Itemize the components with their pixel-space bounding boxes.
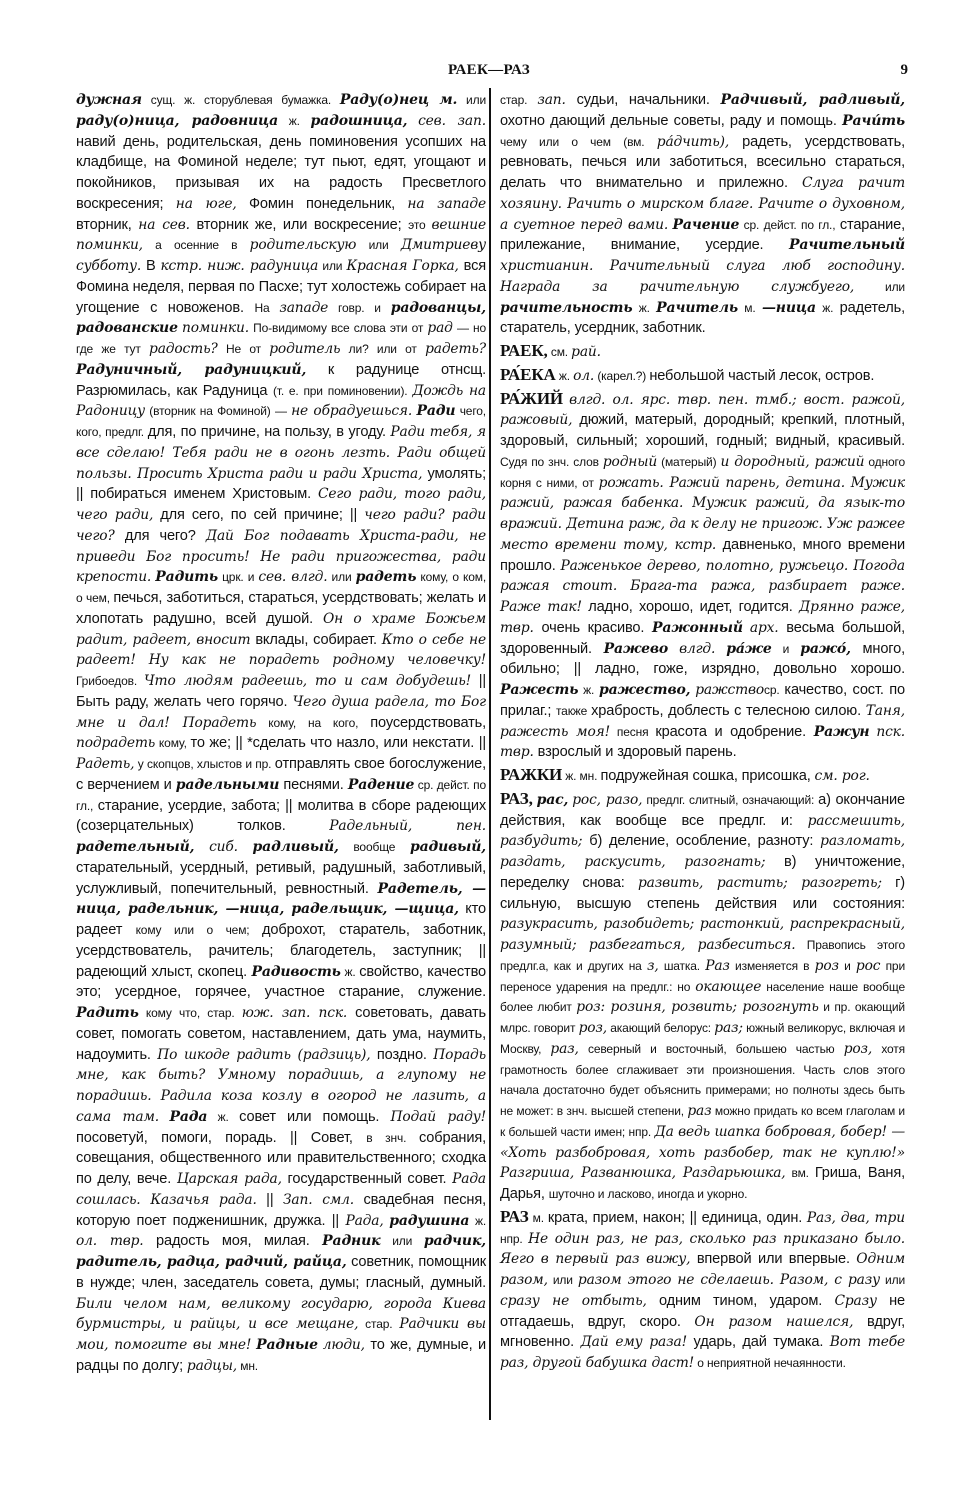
dictionary-entry	[76, 90, 486, 1377]
small-text: кому что, стар.	[138, 1006, 242, 1020]
small-text: стар.	[500, 93, 538, 107]
italic-text: Дай ему раза!	[580, 1334, 687, 1351]
body-text: для чего?	[114, 527, 206, 544]
small-text: Судя по знч. слов	[500, 454, 603, 469]
small-text	[407, 114, 418, 128]
italic-text: на западе	[407, 195, 486, 212]
headword-bold: ра́же	[726, 640, 772, 657]
body-text: ударь, дай тумака.	[686, 1334, 830, 1351]
small-text: вообще	[338, 840, 410, 854]
body-text: песнями.	[279, 776, 348, 793]
italic-text: рай.	[571, 344, 601, 360]
italic-text: разукрасить, разобидеть; растонкий, распрекрасный, разумный; разбегаться, разбеситься.	[500, 916, 905, 953]
body-text: вклады, собирает.	[250, 631, 382, 648]
small-text: м.	[737, 300, 762, 315]
small-text: акающий белорус:	[607, 1021, 715, 1035]
italic-text: сев. зап.	[418, 112, 486, 129]
small-text: Правопись этого предлг.а, как и других на	[500, 938, 905, 973]
body-text: то же, думные, и радцы по долгу;	[76, 1337, 487, 1374]
body-text: печься, заботиться, стараться, усердствовать; желать и хлопотать радушно, всей душой.	[76, 590, 486, 627]
italic-text: окающее	[695, 978, 762, 995]
entry-headword: РАЕК,	[500, 341, 548, 360]
body-text: радетель, старатель, усердник, заботник.	[500, 299, 905, 337]
italic-text: вешние поминки,	[76, 216, 486, 254]
small-text: о неприятной нечаянности.	[694, 1356, 846, 1370]
italic-text: Сего ради, того ради, чего ради,	[76, 486, 486, 523]
headword-bold: Ради	[416, 403, 456, 420]
italic-text: Дай Бог подавать Христа-ради, не приведи Бог просить! Не ради пригожества, ради крепости.	[76, 527, 486, 586]
italic-text: Да ведь шапка бобровая, бобер! — «Хоть разбобровая, хоть разбобер, так не куплю!» Разгриша, Разванюшка, Раздарьюшка,	[500, 1123, 905, 1182]
body-text: поусердствовать,	[370, 714, 486, 731]
body-text: старание, усердие, забота; || молитва в сборе радеющих (созерцательных) толков.	[76, 797, 487, 835]
small-text: ср.	[764, 683, 785, 697]
italic-text: Зап. смл.	[282, 1191, 355, 1208]
italic-text: Он разом нашелся,	[694, 1313, 854, 1330]
italic-text: ра́дчить),	[656, 133, 730, 150]
italic-text: Таня, ражесть моя!	[500, 702, 905, 740]
italic-text: арх.	[749, 619, 779, 636]
page-number: 9	[900, 62, 908, 78]
italic-text: люди,	[322, 1337, 365, 1353]
italic-text: Красная Горка,	[346, 258, 459, 274]
headword-bold: радливый,	[252, 839, 339, 855]
italic-text: Раз, два, три	[806, 1209, 905, 1226]
body-text: отправлять свое богослужение, с верчением и	[76, 756, 487, 793]
body-text: радеть, усердствовать, ревновать, печься или заботиться, всесильно стараться, делать что внимательно и прилежно.	[500, 133, 906, 191]
small-text: или	[854, 279, 905, 294]
small-text: ж.	[207, 1109, 240, 1124]
italic-text: Били челом нам, великому государю, города Киева бурмистры, и райцы, и все мещане,	[76, 1295, 486, 1333]
dictionary-entry	[500, 90, 905, 339]
small-text: и	[838, 958, 856, 973]
body-text: вдруг, мгновенно.	[500, 1313, 905, 1351]
headword-bold: радошница,	[310, 112, 408, 129]
body-text: советовать, давать совет, помогать советом, наставлением, дать ума, наумить, надоумить.	[76, 1005, 486, 1063]
body-text: советник, помощник в нужде; член, заседатель совета, думы; гласный, думный.	[76, 1254, 487, 1291]
body-text: свадебная песня, которую поет подженишник, дружка. ||	[76, 1191, 486, 1229]
italic-text: сев. влгд.	[258, 569, 328, 586]
small-text	[194, 840, 209, 854]
small-text: (карел.?)	[594, 368, 650, 383]
body-text: крата, прием, након; || единица, один.	[547, 1209, 807, 1226]
small-text: или	[356, 238, 401, 253]
body-text: много, обильно; || ладно, гоже, изрядно, довольно хорошо.	[500, 640, 906, 678]
running-head: РАЕК—РАЗ	[448, 62, 530, 78]
small-text: (вторник на Фоминой) —	[144, 404, 292, 419]
italic-text: рос, разо,	[572, 791, 643, 808]
italic-text: родитель	[269, 341, 341, 357]
body-text: то же; || *сделать что назло, или некстати. ||	[190, 735, 486, 752]
italic-text: и дородный, ражий	[720, 453, 865, 470]
small-text: и	[771, 641, 801, 656]
body-text: судьи, начальники.	[565, 92, 721, 108]
headword-bold: Ражесть	[500, 682, 579, 698]
headword-bold: ражо́,	[800, 640, 851, 657]
italic-text: разом этого не сделаешь. Разом, с разу	[577, 1272, 880, 1288]
entry-headword: РА́ЕКА	[500, 364, 556, 384]
italic-text: ол. твр.	[76, 1233, 144, 1250]
small-text: или	[457, 93, 486, 107]
body-text: старательный, усердный, ретивый, радушный, заботливый, услужливый, попечительный, ревностный.	[76, 859, 486, 897]
italic-text: подрадеть	[76, 735, 156, 752]
headword-bold: радивый,	[409, 839, 487, 855]
italic-text: радость?	[149, 341, 218, 357]
body-text: вторник же, или воскресение;	[189, 216, 409, 233]
headword-bold: радеть	[355, 569, 417, 586]
body-text: в) уничтожение, переделку снова:	[500, 854, 906, 891]
italic-text: родный	[602, 453, 658, 470]
body-text: собрания, совещания, общественного или правительственного; сходка по делу, вече.	[76, 1129, 486, 1187]
italic-text: Дмитриеву субботу.	[76, 237, 487, 274]
italic-text: роз,	[843, 1040, 873, 1057]
headword-bold: Рачение	[672, 216, 740, 233]
body-text: свойство, качество это; усердное, горячее, участное старание, служение.	[76, 963, 486, 1001]
italic-text: рос	[855, 957, 881, 974]
italic-text: Чего душа радела, то Бог мне и дал! Порадеть	[76, 693, 486, 731]
body-text: г) сильную, высшую степень действия или состояния:	[500, 874, 905, 912]
italic-text: развить, растить; разогреть;	[637, 874, 882, 891]
column-divider	[489, 88, 491, 1420]
small-text: ж.	[469, 1213, 487, 1228]
body-text: а) окончание действия, как вообще все предлг. и:	[500, 791, 906, 829]
small-text: кому или о чем;	[135, 923, 263, 937]
body-text: ладно, хорошо, идет, годится.	[581, 599, 800, 615]
small-text: а осенние в	[142, 238, 250, 253]
body-text: совет или помощь.	[239, 1108, 391, 1125]
headword-bold: рас,	[536, 791, 569, 808]
small-text	[715, 642, 726, 656]
italic-text: рожать. Ражий парень, детина. Мужик ражий, ражая бабенка. Мужик ражий, да язык-то вражий. Детина раж, да к делу не пригож. Уж ражее место времени тому, кстр.	[500, 474, 905, 553]
italic-text: Одним разом,	[500, 1251, 905, 1288]
italic-text: см. рог.	[814, 768, 870, 784]
body-text: для, по причине, на пользу, в угоду.	[147, 424, 391, 440]
headword-bold: рачительность	[500, 299, 633, 316]
right-column	[500, 90, 905, 1374]
italic-text: роз,	[578, 1020, 608, 1036]
dictionary-entry	[500, 765, 905, 787]
italic-text: Кто о себе не радеет! Ну как не порадеть родному человечку!	[76, 631, 487, 669]
headword-bold: Радить	[155, 569, 218, 586]
headword-bold: Ражун	[813, 723, 870, 740]
body-text: для сего, по сей причине; ||	[153, 507, 365, 523]
italic-text: юж. зап. пск.	[241, 1005, 348, 1021]
headword-bold: дужная	[76, 92, 142, 108]
italic-text: влгд.	[679, 640, 716, 657]
small-text: црк. и	[217, 570, 259, 585]
small-text: хотя грамотность более сглаживает эти произношения. Часть слов этого начала достаточно будет объяснить примерами; но полноты здесь быть не может: в знч. высшей степени,	[500, 1041, 905, 1118]
italic-text: чего ради? ради чего?	[76, 507, 486, 544]
italic-text: Дрянно раже, твр.	[500, 599, 905, 636]
small-text: ж.	[578, 683, 599, 697]
italic-text: не обрадуешься.	[291, 403, 413, 420]
italic-text: Рада,	[345, 1212, 384, 1229]
italic-text: раз	[687, 1103, 712, 1119]
small-text	[743, 621, 750, 635]
small-text: На	[254, 300, 280, 315]
italic-text: Царская рада,	[176, 1171, 282, 1187]
small-text: северный и восточный, большею частью	[578, 1041, 844, 1056]
dictionary-entry	[500, 1207, 905, 1374]
italic-text: Сразу	[834, 1292, 877, 1309]
italic-text: западе	[279, 299, 329, 316]
headword-bold: ражество,	[598, 682, 691, 698]
headword-bold: Рачи́ть	[842, 112, 905, 129]
small-text: По-видимому все слова эти от	[248, 321, 428, 336]
small-text: ср. дейст. по гл.,	[76, 777, 486, 813]
small-text: или	[318, 259, 347, 273]
small-text: ли? или от	[340, 342, 426, 356]
body-text: || Быть раду, желать чего горячо.	[76, 673, 487, 710]
italic-text: на сев.	[138, 216, 190, 233]
body-text: одним тином, ударом.	[646, 1292, 835, 1309]
small-text: мн.	[237, 1358, 258, 1373]
body-text: ||	[256, 1191, 283, 1208]
small-text: можно придать ко всем глаголам и к большей части имен; нпр.	[500, 1104, 905, 1139]
small-text: население наше вообще более любит	[500, 979, 906, 1015]
body-text: красота и одобрение.	[655, 723, 814, 740]
small-text: Грибоедов.	[76, 674, 145, 688]
italic-text: Ради тебя, я все сделаю! Тебя ради не в огонь лезть. Ради общей пользы. Просить Христа ради и ради Христа,	[76, 424, 486, 482]
entry-headword: РАЗ,	[500, 788, 533, 808]
small-text: кому,	[155, 736, 191, 751]
body-text: посоветуй, помоги, порадь. || Совет,	[76, 1129, 367, 1146]
small-text: или	[380, 1234, 424, 1249]
body-text: Фомин понедельник,	[236, 195, 408, 212]
small-text: ср. дейст. по гл.,	[739, 217, 840, 232]
small-text: см.	[547, 345, 572, 359]
small-text: изменяется в	[729, 958, 815, 973]
italic-text: сразу не отбыть,	[500, 1292, 647, 1309]
dictionary-entry	[500, 365, 905, 387]
small-text: говр. и	[328, 300, 391, 315]
italic-text: Радчики вы мои, помогите вы мне!	[76, 1316, 486, 1353]
small-text: предлг. слитный, означающий:	[642, 792, 819, 807]
headword-bold: Радить	[76, 1005, 139, 1021]
entry-headword: РАЖКИ	[500, 765, 563, 784]
small-text: или	[547, 1273, 578, 1287]
entry-headword: РА́ЖИЙ	[500, 388, 563, 408]
body-text: небольшой частый лесок, остров.	[649, 367, 875, 384]
italic-text: Подай раду!	[390, 1108, 486, 1125]
small-text	[238, 840, 253, 854]
small-text: и пр. окающий млрс. говорит	[500, 1000, 905, 1035]
headword-bold: радушина	[389, 1212, 470, 1229]
body-text: дюжий, матерый, дородный; крепкий, плотный, здоровый, сильный; хороший, годный; видный, красивый.	[500, 412, 905, 449]
small-text: ж.	[815, 300, 840, 315]
body-text: б) деление, особление, разноту:	[582, 833, 821, 850]
italic-text: разломать, раздать, раскусить, разогнать;	[500, 833, 905, 870]
body-text: поздно.	[370, 1046, 434, 1063]
italic-text: Он о храме Божьем радит, радеет, вносит	[76, 610, 487, 648]
body-text: храбрость, доблесть с телесною силою.	[591, 702, 866, 719]
italic-text: Не один раз, не раз, сколько раз приказано было. Яего в первый раз вижу,	[500, 1230, 905, 1268]
body-text: Гриша, Ваня, Дарья,	[500, 1165, 905, 1202]
small-text	[159, 1110, 169, 1124]
body-text: умолять; || побираться именем Христовым.	[76, 465, 486, 503]
italic-text: рассмешить, разбудить;	[500, 812, 905, 850]
small-text: у скопцов, хлыстов и пр.	[134, 757, 275, 771]
body-text: подружейная сошка, присошка,	[600, 768, 815, 784]
italic-text: на юге,	[175, 195, 237, 212]
body-text: к радунице отнсщ. Разрюмилась, как Радуница	[76, 361, 486, 399]
body-text: впервой или впервые.	[690, 1251, 857, 1268]
body-text: государственный совет.	[281, 1171, 453, 1187]
italic-text: ол.	[573, 367, 595, 384]
headword-bold: Рада	[169, 1108, 208, 1125]
headword-bold: Радетель, —ница, радельник, —ница, радельщик, —щица,	[76, 880, 486, 918]
small-text: — но где же тут	[76, 321, 486, 356]
italic-text: Радельный, пен.	[329, 818, 486, 835]
headword-bold: Ражево	[603, 640, 669, 657]
italic-text: Раз	[705, 957, 730, 974]
italic-text: пск. твр.	[500, 723, 905, 761]
small-text: кому, о ком, о чем,	[76, 570, 487, 605]
small-text: или	[327, 570, 356, 585]
small-text: ж.	[278, 113, 311, 128]
headword-bold: радельными	[175, 776, 280, 793]
small-text: Не от	[217, 342, 270, 356]
body-text: вторник,	[76, 216, 139, 233]
small-text: сущ. ж. сторублевая бумажка.	[141, 93, 340, 107]
italic-text: раз,	[550, 1040, 579, 1057]
italic-text: сиб.	[209, 839, 238, 855]
italic-text: роз: розиня, розвить; розогнуть	[576, 999, 819, 1016]
body-text: давненько, много времени прошло.	[500, 536, 905, 574]
headword-bold: радованцы, радованские	[76, 299, 486, 337]
italic-text: По шкоде радить (радзиць),	[157, 1046, 371, 1063]
italic-text: радеть?	[425, 341, 486, 357]
small-text: (т. е. при поминовении).	[272, 383, 413, 398]
small-text: ж.	[555, 368, 574, 383]
headword-bold: радчик, радитель, радца, радчий, райца,	[76, 1233, 486, 1270]
headword-bold: Радивость	[251, 963, 341, 980]
small-text: стар.	[358, 1317, 400, 1332]
small-text: шатка.	[658, 958, 706, 973]
small-text: кому, на кого,	[256, 715, 371, 730]
italic-text: Радеть,	[76, 756, 135, 772]
page-header	[0, 62, 978, 82]
italic-text: Слуга рачит хозяину. Рачить о мирском благе. Рачите о духовном, а суетное перед вами.	[500, 175, 906, 233]
left-column	[76, 90, 486, 1377]
headword-bold: Рачитель	[656, 299, 738, 316]
small-text	[668, 642, 679, 656]
small-text: м.	[528, 1210, 548, 1225]
small-text: при переносе ударения на предлг.: но	[500, 958, 906, 994]
italic-text: Порадь мне, как быть? Умному порадишь, а глупому не порадишь. Радила коза козлу в огород не лазить, а сама там.	[76, 1046, 486, 1125]
headword-bold: радетельный,	[76, 839, 195, 855]
italic-text: з,	[646, 957, 659, 974]
headword-bold: Радник	[322, 1233, 381, 1250]
small-text: шуточно и ласково, иногда и укорно.	[548, 1187, 748, 1201]
body-text: взрослый и здоровый парень.	[533, 744, 737, 761]
body-text: качество, сост. по прилаг.;	[500, 682, 905, 719]
italic-text: Вот тебе раз, другой бабушка даст!	[500, 1334, 905, 1371]
entry-headword: РАЗ	[500, 1206, 529, 1226]
headword-bold: —ница	[761, 299, 816, 316]
italic-text: христианин. Рачительный слуга люб господину. Награда за рачительную службуего,	[500, 258, 905, 295]
small-text: ж.	[340, 964, 360, 979]
small-text: это	[408, 217, 432, 232]
italic-text: Дождь на Радоницу	[76, 382, 487, 420]
small-text: ж. мн.	[562, 769, 601, 783]
italic-text: раз;	[714, 1020, 743, 1036]
small-text: (матерый)	[657, 454, 721, 469]
italic-text: Что людям радеешь, то и сам добудешь!	[144, 673, 472, 689]
small-text: вм.	[785, 1166, 815, 1181]
body-text: навий день, родительская, день поминовения усопших на кладбище, на Фоминой неделе; тут пьют, едят, угощают и покойников, призывая их на радость Пресветлого воскресения;	[76, 133, 486, 212]
italic-text: кстр. ниж. радуница	[160, 258, 319, 274]
body-text: вся Фомина неделя, первая по Пасхе; тут холостежь собирает на угощение с новоженов.	[76, 258, 486, 316]
italic-text: родительскую	[249, 237, 357, 254]
italic-text: Раженькое дерево, полотно, ружьецо. Погода ражая стоит. Брага-та ража, разбирает раже. Раже так!	[500, 557, 905, 615]
italic-text: Рада сошлась. Казачья рада.	[76, 1171, 487, 1208]
small-text: песня	[609, 724, 656, 739]
headword-bold: Радчивый, радливый,	[720, 92, 905, 108]
headword-bold: Радные	[256, 1337, 318, 1353]
small-text: также	[555, 703, 592, 718]
headword-bold: Радуничный, радуницкий,	[76, 361, 307, 378]
body-text: кто радеет	[76, 901, 486, 938]
body-text: В	[141, 258, 161, 274]
body-text: старание, прилежание, внимание, усердие.	[500, 216, 906, 254]
small-text: чего, кого, предлг.	[76, 404, 486, 439]
italic-text: рад	[427, 320, 453, 337]
body-text: доброхот, старатель, заботник, усердствователь, рачитель; благодетель, заступник; || радеющий хлыст, скопец.	[76, 922, 486, 980]
headword-bold: Ражонный	[652, 619, 743, 636]
italic-text: ражство	[695, 682, 765, 698]
headword-bold: Радение	[347, 776, 415, 793]
small-text: ж.	[632, 300, 657, 315]
body-text: охотно дающий дельные советы, раду и помощь.	[500, 112, 843, 129]
body-text: очень красиво.	[533, 619, 653, 636]
italic-text: поминки.	[182, 320, 249, 337]
italic-text: роз	[814, 957, 839, 974]
small-text: нпр.	[500, 1231, 529, 1246]
italic-text: радцы,	[186, 1357, 238, 1374]
body-text: не отгадаешь, вдруг, скоро.	[500, 1292, 906, 1330]
dictionary-entry	[500, 341, 905, 363]
italic-text: влгд. ол. ярс. твр. пен. тмб.; вост. ражой, ражовый,	[500, 391, 906, 429]
body-text: весьма большой, здоровенный.	[500, 619, 905, 657]
small-text: одного корня с ними, от	[500, 454, 905, 490]
headword-bold: раду(о)ница, радовница	[76, 112, 279, 129]
small-text: или	[879, 1273, 905, 1287]
dictionary-entry	[500, 389, 905, 764]
small-text: южный великорус, включая и Москву,	[500, 1021, 905, 1056]
small-text: в знч.	[366, 1130, 419, 1145]
small-text: чему или о чем (вм.	[500, 134, 657, 149]
dictionary-entry	[500, 789, 905, 1205]
headword-bold: Рачительный	[789, 237, 905, 254]
italic-text: зап.	[537, 92, 566, 108]
body-text: радость моя, милая.	[143, 1233, 323, 1250]
headword-bold: Раду(о)нец м.	[339, 92, 458, 108]
